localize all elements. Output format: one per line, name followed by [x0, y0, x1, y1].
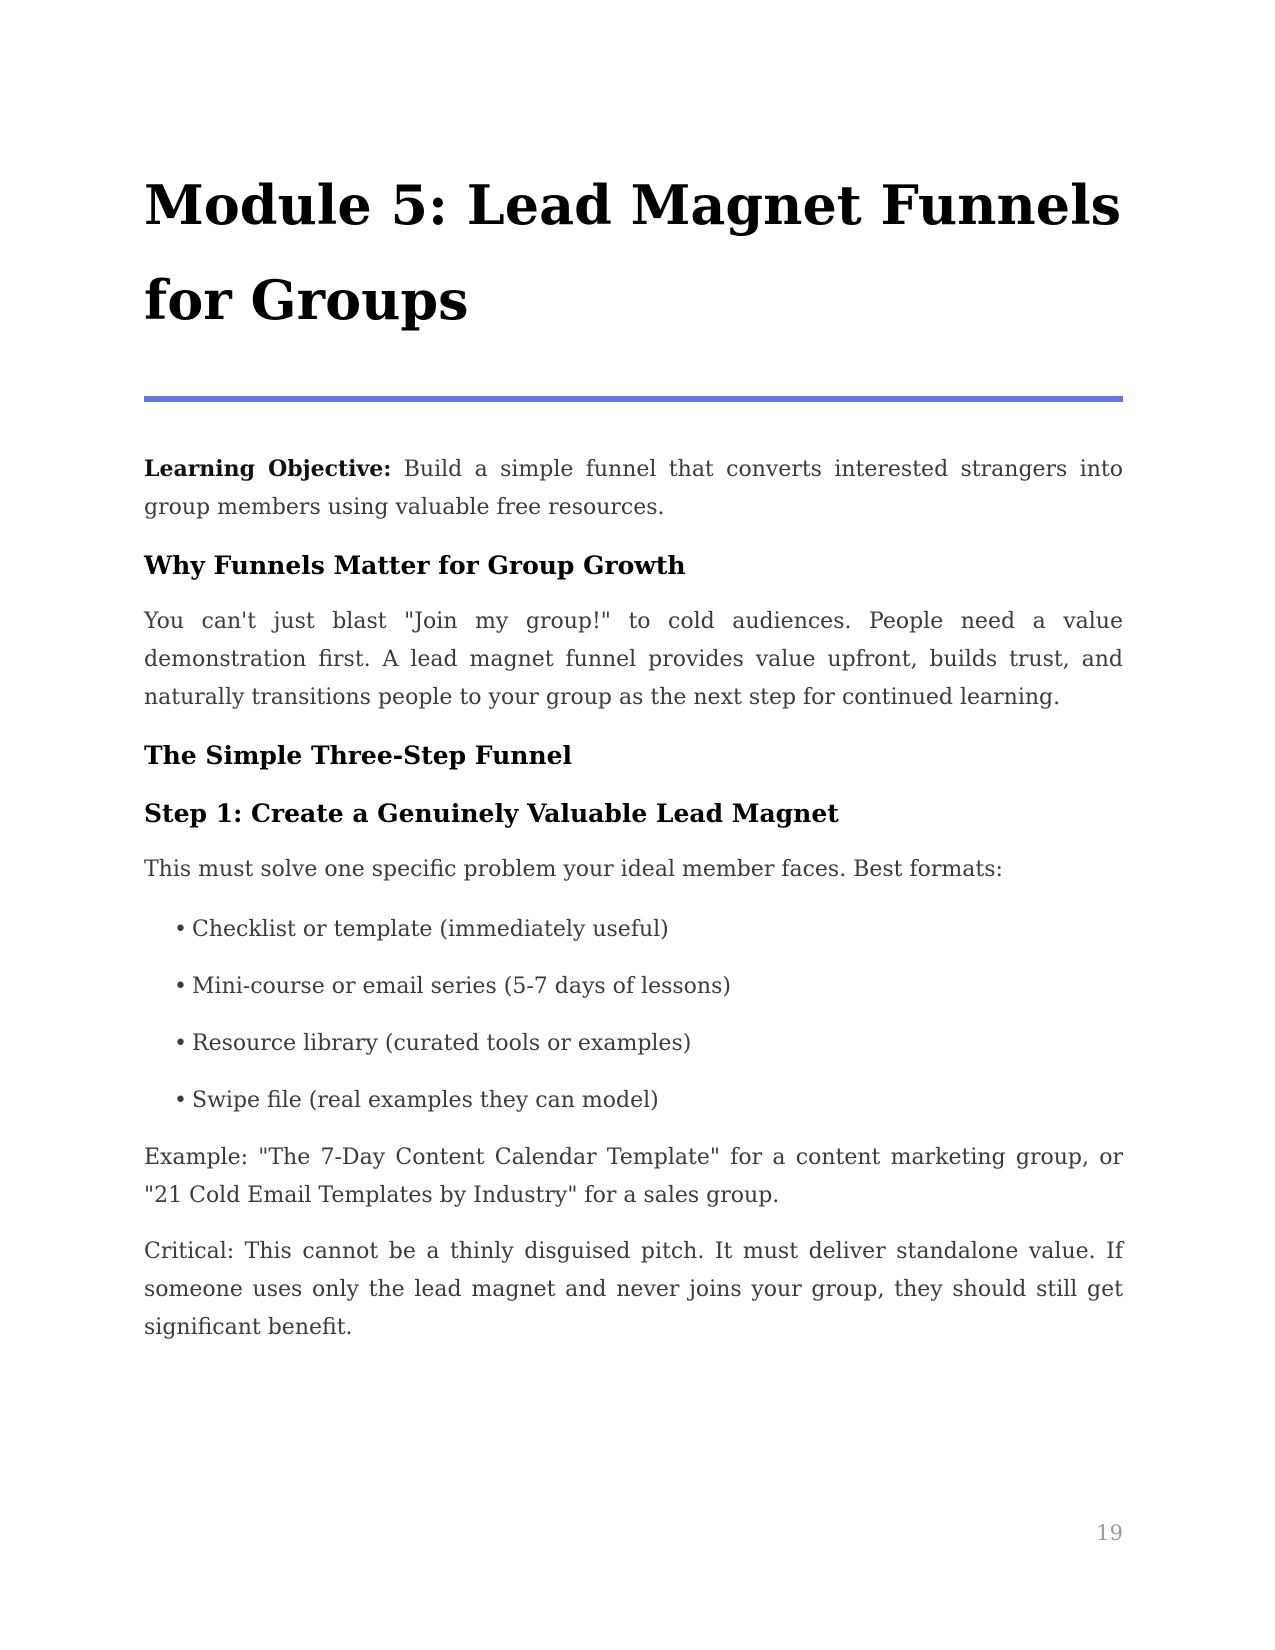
heading-step-1-lead-magnet: Step 1: Create a Genuinely Valuable Lead Magnet [144, 799, 839, 828]
learning-objective-label: Learning Objective: [144, 456, 392, 482]
page-number: 19 [1096, 1521, 1123, 1545]
paragraph-learning-objective [144, 450, 1123, 527]
paragraph-example: Example: "The 7-Day Content Calendar Template" for a content marketing group, or "21 Cold Email Templates by Industry" for a sales group. [144, 1145, 1123, 1208]
section-divider [144, 396, 1123, 402]
list-item: • Resource library (curated tools or examples) [144, 1025, 1123, 1063]
paragraph-step-1-intro: This must solve one specific problem your ideal member faces. Best formats: [144, 857, 1003, 882]
heading-why-funnels-matter: Why Funnels Matter for Group Growth [144, 551, 686, 580]
paragraph-why-funnels-matter: You can't just blast "Join my group!" to cold audiences. People need a value demonstration first. A lead magnet funnel provides value upfront, builds trust, and naturally transitions people to your group as the next step for continued learning. [144, 609, 1123, 710]
list-item: • Checklist or template (immediately useful) [144, 911, 1123, 949]
paragraph-critical: Critical: This cannot be a thinly disguised pitch. It must deliver standalone value. If someone uses only the lead magnet and never joins your group, they should still get significant benefit. [144, 1239, 1123, 1340]
page-title: Module 5: Lead Magnet Funnels for Groups [144, 173, 1121, 332]
learning-objective-text: Build a simple funnel that converts interested strangers into group members using valuable free resources. [144, 457, 1123, 520]
heading-simple-three-step-funnel: The Simple Three-Step Funnel [144, 741, 573, 770]
list-item: • Mini-course or email series (5-7 days of lessons) [144, 968, 1123, 1006]
lead-magnet-format-list [144, 911, 1123, 1120]
list-item: • Swipe file (real examples they can model) [144, 1082, 1123, 1120]
